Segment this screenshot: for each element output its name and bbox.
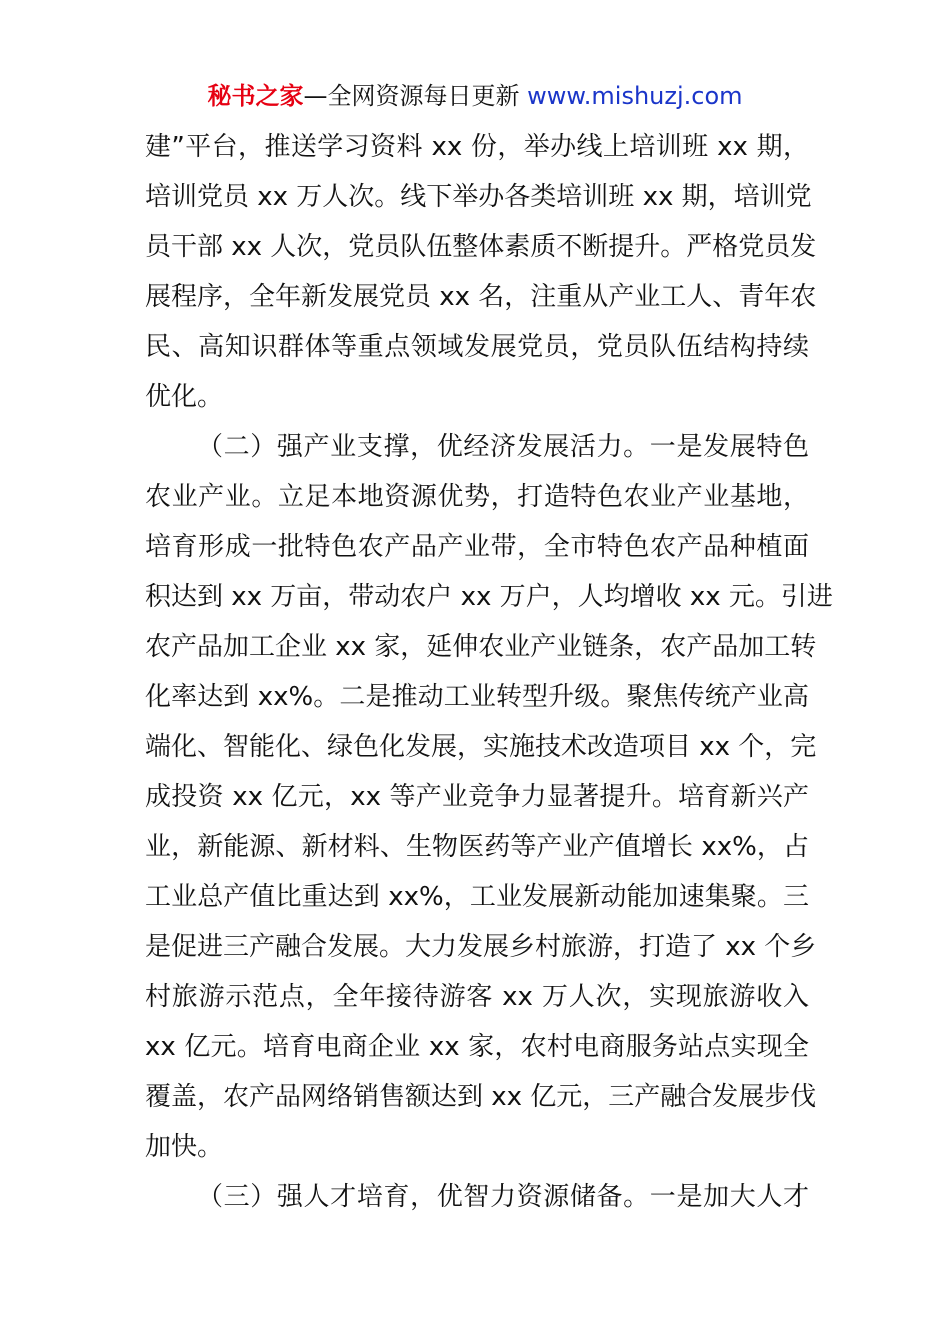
text-line: 优化。: [145, 382, 224, 412]
text-line: 积达到 xx 万亩，带动农户 xx 万户，人均增收 xx 元。引进: [145, 582, 833, 612]
text-line: 员干部 xx 人次，党员队伍整体素质不断提升。严格党员发: [145, 232, 817, 262]
site-brand: 秘书之家: [207, 82, 304, 110]
site-header: [0, 80, 950, 112]
text-line: 化率达到 xx%。二是推动工业转型升级。聚焦传统产业高: [145, 682, 809, 712]
text-line: 民、高知识群体等重点领域发展党员，党员队伍结构持续: [145, 332, 809, 362]
text-line: 端化、智能化、绿色化发展，实施技术改造项目 xx 个，完: [145, 732, 817, 762]
section-heading-line: （二）强产业支撑，优经济发展活力。一是发展特色: [197, 432, 809, 462]
text-line: 农业产业。立足本地资源优势，打造特色农业产业基地，: [145, 482, 809, 512]
site-slogan: —全网资源每日更新: [303, 82, 528, 110]
text-line: 展程序，全年新发展党员 xx 名，注重从产业工人、青年农: [145, 282, 817, 312]
text-line: 培训党员 xx 万人次。线下举办各类培训班 xx 期，培训党: [145, 182, 812, 212]
text-line: 培育形成一批特色农产品产业带，全市特色农产品种植面: [145, 532, 809, 562]
site-url-link[interactable]: www.mishuzj.com: [527, 82, 743, 110]
text-line: 工业总产值比重达到 xx%，工业发展新动能加速集聚。三: [145, 882, 809, 912]
text-line: 是促进三产融合发展。大力发展乡村旅游，打造了 xx 个乡: [145, 932, 817, 962]
document-body: [145, 122, 833, 1222]
text-line: 农产品加工企业 xx 家，延伸农业产业链条，农产品加工转: [145, 632, 817, 662]
text-line: 覆盖，农产品网络销售额达到 xx 亿元，三产融合发展步伐: [145, 1082, 817, 1112]
text-line: 建”平台，推送学习资料 xx 份，举办线上培训班 xx 期，: [145, 132, 809, 162]
text-line: 成投资 xx 亿元，xx 等产业竞争力显著提升。培育新兴产: [145, 782, 809, 812]
section-heading-line: （三）强人才培育，优智力资源储备。一是加大人才: [197, 1182, 809, 1212]
text-line: xx 亿元。培育电商企业 xx 家，农村电商服务站点实现全: [145, 1032, 809, 1062]
text-line: 加快。: [145, 1132, 224, 1162]
text-line: 业，新能源、新材料、生物医药等产业产值增长 xx%，占: [145, 832, 809, 862]
text-line: 村旅游示范点，全年接待游客 xx 万人次，实现旅游收入: [145, 982, 809, 1012]
